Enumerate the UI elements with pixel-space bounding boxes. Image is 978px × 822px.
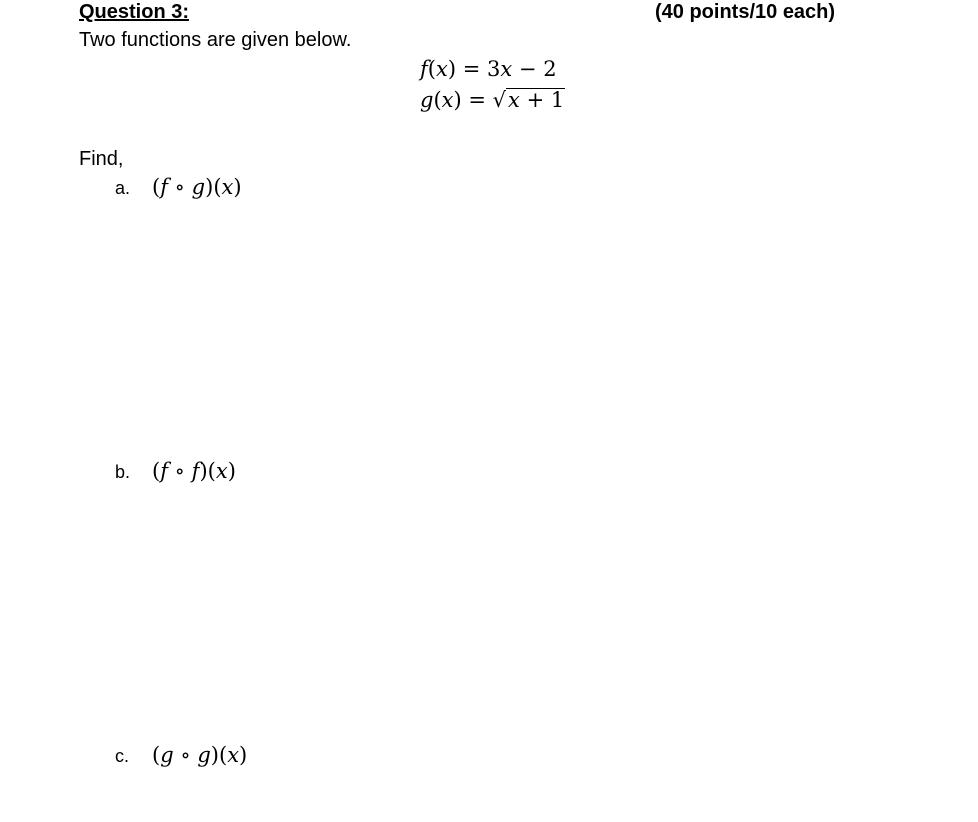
item-c-letter: c. (115, 746, 130, 766)
intro-text: Two functions are given below. (79, 29, 352, 51)
item-b-expression: (f ∘ f)(x) (152, 459, 236, 483)
radical-sign: √ (492, 88, 507, 112)
item-b-letter: b. (115, 462, 131, 482)
function-g-name: g (420, 88, 434, 112)
item-c-expression: (g ∘ g)(x) (152, 743, 248, 767)
function-f-equals: = (456, 57, 487, 81)
function-g-arg: (x) (433, 88, 462, 112)
function-g-equation (420, 87, 565, 113)
find-label: Find, (79, 148, 124, 170)
function-g-equals: = (461, 88, 493, 112)
points-label: (40 points/10 each) (655, 1, 836, 23)
question-title: Question 3: (79, 1, 190, 23)
function-f-equation (420, 56, 557, 82)
function-f-arg: (x) (427, 57, 457, 81)
item-a-expression: (f ∘ g)(x) (152, 175, 242, 199)
function-f-rhs: 3x − 2 (486, 57, 557, 81)
function-f-name: f (420, 57, 428, 81)
sqrt-expression (493, 87, 566, 113)
radicand: x + 1 (508, 88, 565, 112)
item-a-letter: a. (115, 178, 131, 198)
